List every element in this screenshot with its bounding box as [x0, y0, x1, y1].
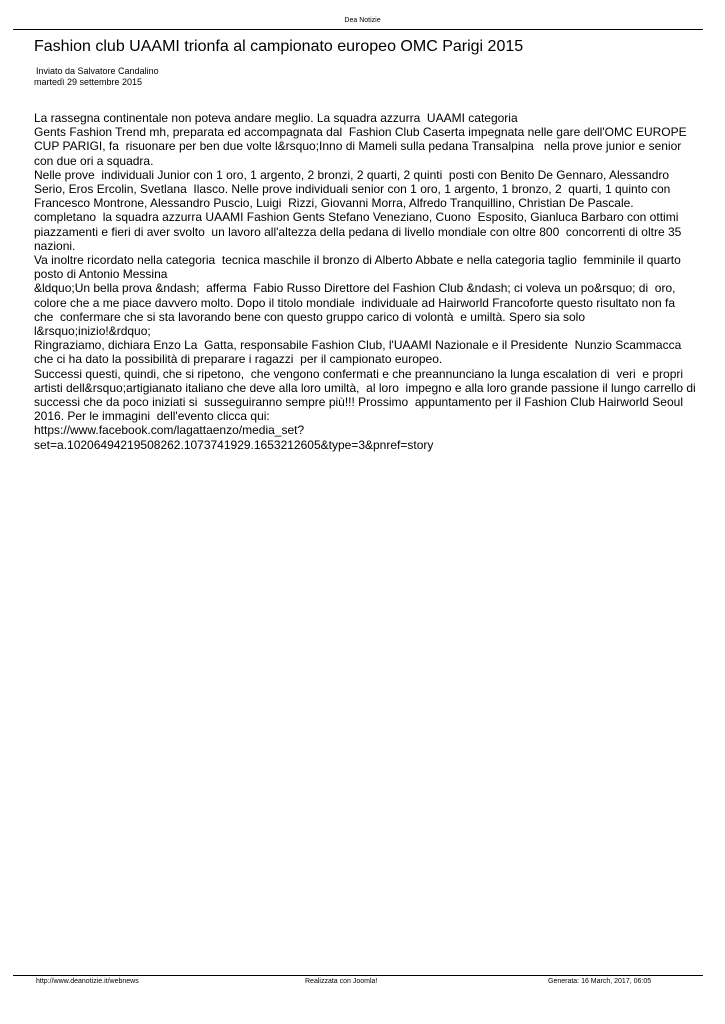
article-paragraph: Va inoltre ricordato nella categoria tecnica maschile il bronzo di Alberto Abbate e nella categoria taglio femminile il quarto posto di Antonio Messina: [34, 253, 688, 282]
article-paragraph: Ringraziamo, dichiara Enzo La Gatta, responsabile Fashion Club, l'UAAMI Nazionale e il Presidente Nunzio Scammacca che ci ha dato la possibilità di preparare i ragazzi per il campionato europeo.: [34, 338, 685, 367]
article-paragraph: &ldquo;Un bella prova &ndash; afferma Fabio Russo Direttore del Fashion Club &ndash; ci voleva un po&rsquo; di oro, colore che a me piace davvero molto. Dopo il titolo mondiale individuale ad Hairworld Francoforte questo risultato non fa che confermare che si sta lavorando bene con questo gruppo carico di volontà e umiltà. Spero sia solo l&rsquo;inizio!&rdquo;: [34, 281, 679, 339]
footer-powered-by: Realizzata con Joomla!: [305, 978, 378, 985]
article-byline: [34, 66, 159, 88]
article-author: Inviato da Salvatore Candalino: [36, 66, 159, 76]
article-title: Fashion club UAAMI trionfa al campionato europeo OMC Parigi 2015: [34, 38, 524, 55]
footer-divider: [13, 975, 703, 976]
article-paragraph: La rassegna continentale non poteva andare meglio. La squadra azzurra UAAMI categoria Gents Fashion Trend mh, preparata ed accompagnata dal Fashion Club Caserta impegnata nelle gare dell'OMC EUROPE CUP PARIGI, fa risuonare per ben due volte l&rsquo;Inno di Mameli sulla pedana Transalpina nella prove junior e senior con due ori a squadra.: [34, 111, 687, 168]
article-body: [34, 111, 703, 452]
site-name-header: Dea Notizie: [344, 17, 381, 24]
footer-generated-date: Generata: 16 March, 2017, 06:05: [548, 978, 652, 985]
article-paragraph: Successi questi, quindi, che si ripetono, che vengono confermati e che preannunciano la lunga escalation di veri e propri artisti dell&rsquo;artigianato italiano che deve alla loro umiltà, al loro impegno e alla loro grande passione il lungo carrello di successi che da poco iniziati si susseguiranno sempre più!!! Prossimo appuntamento per il Fashion Club Hairworld Seoul 2016. Per le immagini dell'evento clicca qui:: [34, 366, 703, 424]
footer-site-url[interactable]: http://www.deanotizie.it/webnews: [36, 978, 139, 985]
facebook-gallery-link[interactable]: https://www.facebook.com/lagattaenzo/media_set?set=a.10206494219508262.1073741929.1653212605&type=3&pnref=story: [34, 423, 434, 452]
article-date: martedì 29 settembre 2015: [34, 77, 143, 87]
header-divider: [13, 29, 703, 30]
article-paragraph: Nelle prove individuali Junior con 1 oro, 1 argento, 2 bronzi, 2 quarti, 2 quinti posti con Benito De Gennaro, Alessandro Serio, Eros Ercolin, Svetlana Ilasco. Nelle prove individuali senior con 1 oro, 1 argento, 1 bronzo, 2 quarti, 1 quinto con Francesco Montrone, Alessandro Puscio, Luigi Rizzi, Giovanni Morra, Alfredo Tranquillino, Christian De Pascale. completano la squadra azzurra UAAMI Fashion Gents Stefano Veneziano, Cuono Esposito, Gianluca Barbaro con ottimi piazzamenti e fieri di aver svolto un lavoro all'altezza della pedana di livello mondiale con oltre 800 concorrenti di oltre 35 nazioni.: [34, 167, 685, 253]
